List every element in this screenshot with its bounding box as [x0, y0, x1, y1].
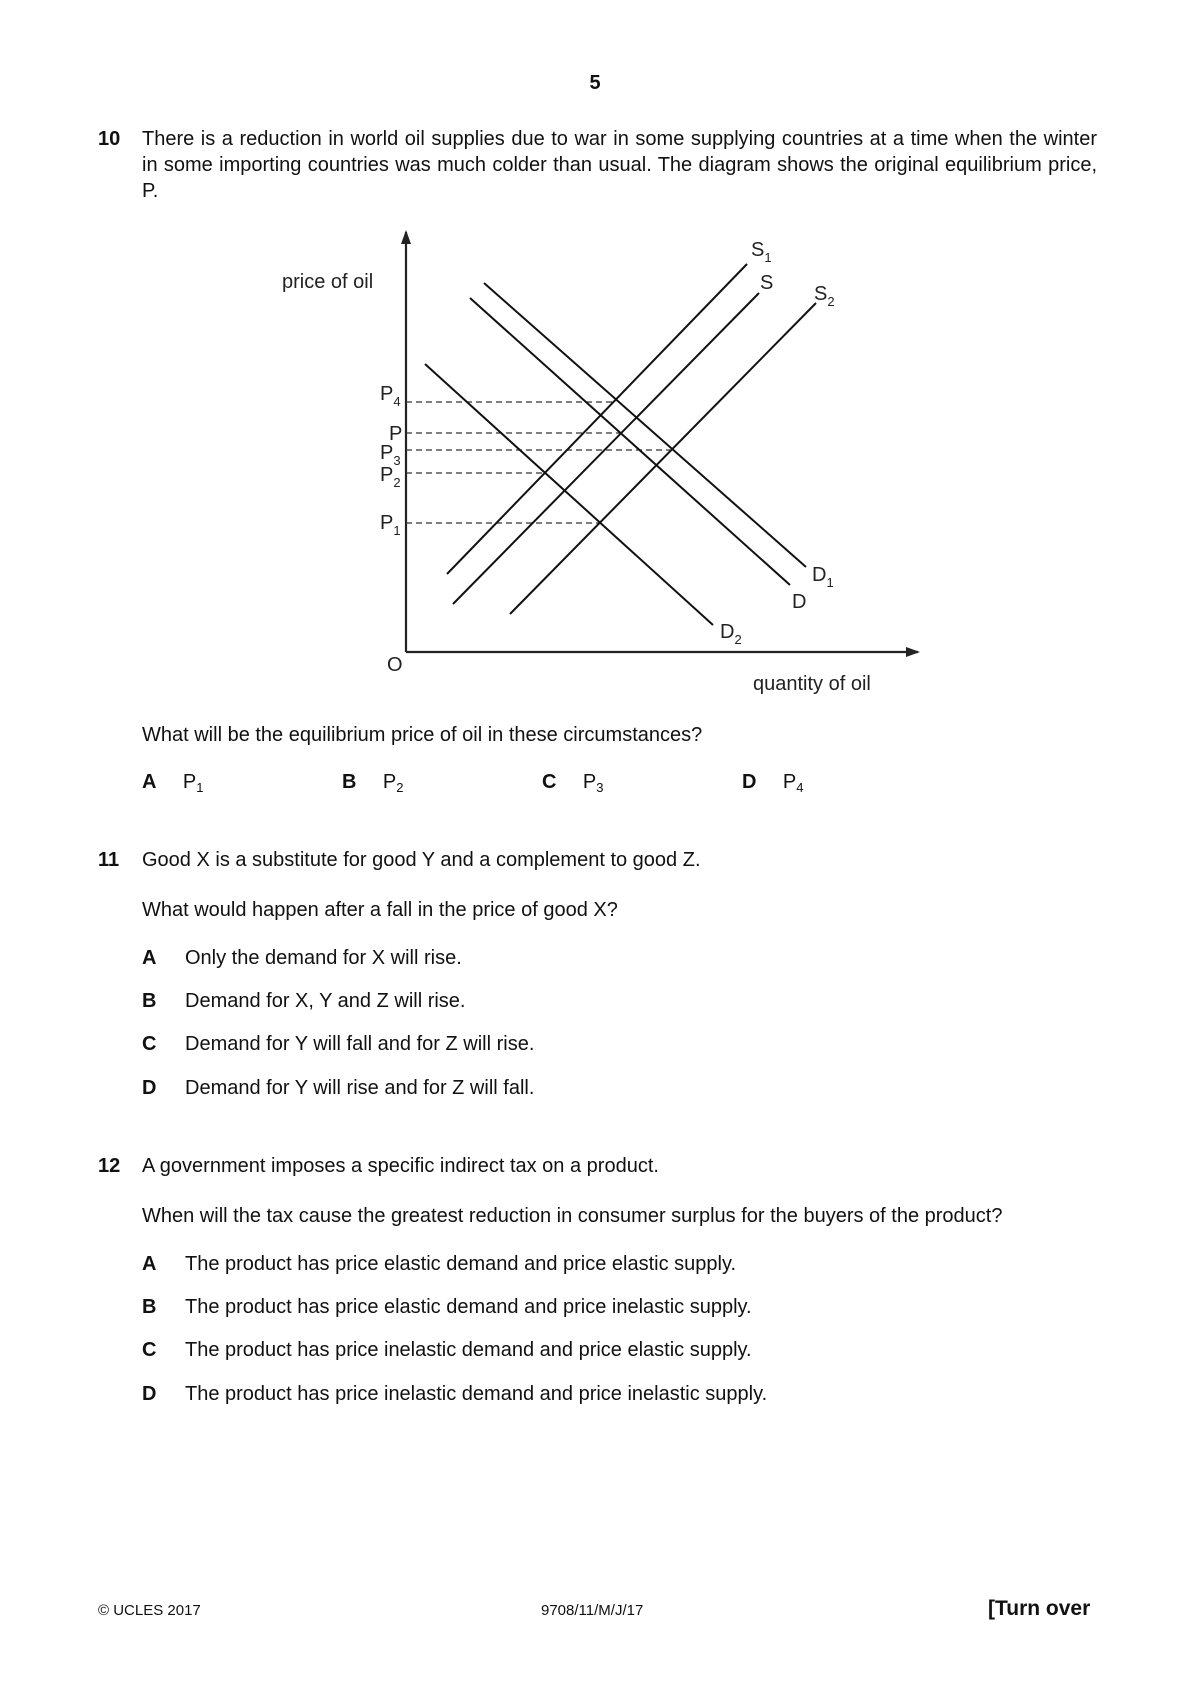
- footer-turn-over: [Turn over: [988, 1597, 1091, 1620]
- question-12-prompt: When will the tax cause the greatest reduction in consumer surplus for the buyers of the product?: [142, 1205, 1003, 1227]
- question-11-stem: Good X is a substitute for good Y and a complement to good Z.: [142, 849, 701, 871]
- q12-option-c[interactable]: C The product has price inelastic demand and price elastic supply.: [142, 1339, 752, 1361]
- y-axis-label: price of oil: [282, 271, 374, 293]
- q11-option-a[interactable]: A Only the demand for X will rise.: [142, 947, 462, 969]
- demand-curve-d: [470, 298, 790, 585]
- curve-label-s: S: [760, 272, 774, 294]
- q10-option-d[interactable]: [742, 771, 803, 795]
- curve-label-s1: $S_1$: [751, 239, 772, 265]
- option-letter: D: [742, 771, 757, 793]
- q11-option-b[interactable]: B Demand for X, Y and Z will rise.: [142, 990, 466, 1012]
- question-10-number: 10: [98, 128, 121, 150]
- q11-option-c[interactable]: C Demand for Y will fall and for Z will rise.: [142, 1033, 535, 1055]
- q11-option-d[interactable]: D Demand for Y will rise and for Z will fall.: [142, 1077, 535, 1099]
- curve-label-d2: $D_2$: [720, 621, 742, 647]
- supply-curve-s: [453, 293, 759, 604]
- option-text: $P_2$: [382, 771, 404, 795]
- q10-option-a[interactable]: [142, 771, 203, 795]
- q12-option-a[interactable]: A The product has price elastic demand and price elastic supply.: [142, 1253, 737, 1275]
- page-number: 5: [589, 72, 601, 94]
- price-label-p1: $P_1$: [380, 512, 401, 538]
- price-label-p4: $P_4$: [380, 383, 401, 409]
- option-letter: B: [342, 771, 357, 793]
- price-label-p2: $P_2$: [380, 464, 401, 490]
- q12-option-b[interactable]: B The product has price elastic demand and price inelastic supply.: [142, 1296, 752, 1318]
- question-12-number: 12: [98, 1155, 121, 1177]
- curve-label-s2: $S_2$: [814, 283, 835, 309]
- question-12-stem: A government imposes a specific indirect tax on a product.: [142, 1155, 659, 1177]
- price-label-p: P: [389, 423, 403, 445]
- origin-label: O: [387, 654, 403, 676]
- supply-demand-diagram: [0, 0, 1190, 720]
- question-10-stem: There is a reduction in world oil supplies due to war in some supplying countries at a time when the winter in some importing countries was much colder than usual. The diagram shows the original equilibrium price, P.: [142, 128, 1097, 202]
- price-label-p3: $P_3$: [380, 442, 401, 468]
- demand-curve-d2: [425, 364, 713, 625]
- footer-copyright: © UCLES 2017: [98, 1602, 201, 1619]
- option-text: $P_1$: [182, 771, 204, 795]
- option-letter: C: [542, 771, 557, 793]
- footer-paper-code: 9708/11/M/J/17: [541, 1602, 644, 1619]
- option-letter: A: [142, 771, 157, 793]
- option-text: $P_3$: [582, 771, 604, 795]
- q10-option-b[interactable]: [342, 771, 403, 795]
- option-text: $P_4$: [782, 771, 804, 795]
- question-10-prompt: What will be the equilibrium price of oil in these circumstances?: [142, 724, 703, 746]
- curve-label-d: D: [792, 591, 807, 613]
- q12-option-d[interactable]: D The product has price inelastic demand and price inelastic supply.: [142, 1383, 768, 1405]
- question-11-number: 11: [98, 849, 120, 871]
- x-axis-label: quantity of oil: [753, 673, 871, 695]
- q10-option-c[interactable]: [542, 771, 603, 795]
- question-11-prompt: What would happen after a fall in the price of good X?: [142, 899, 618, 921]
- curve-label-d1: $D_1$: [812, 564, 834, 590]
